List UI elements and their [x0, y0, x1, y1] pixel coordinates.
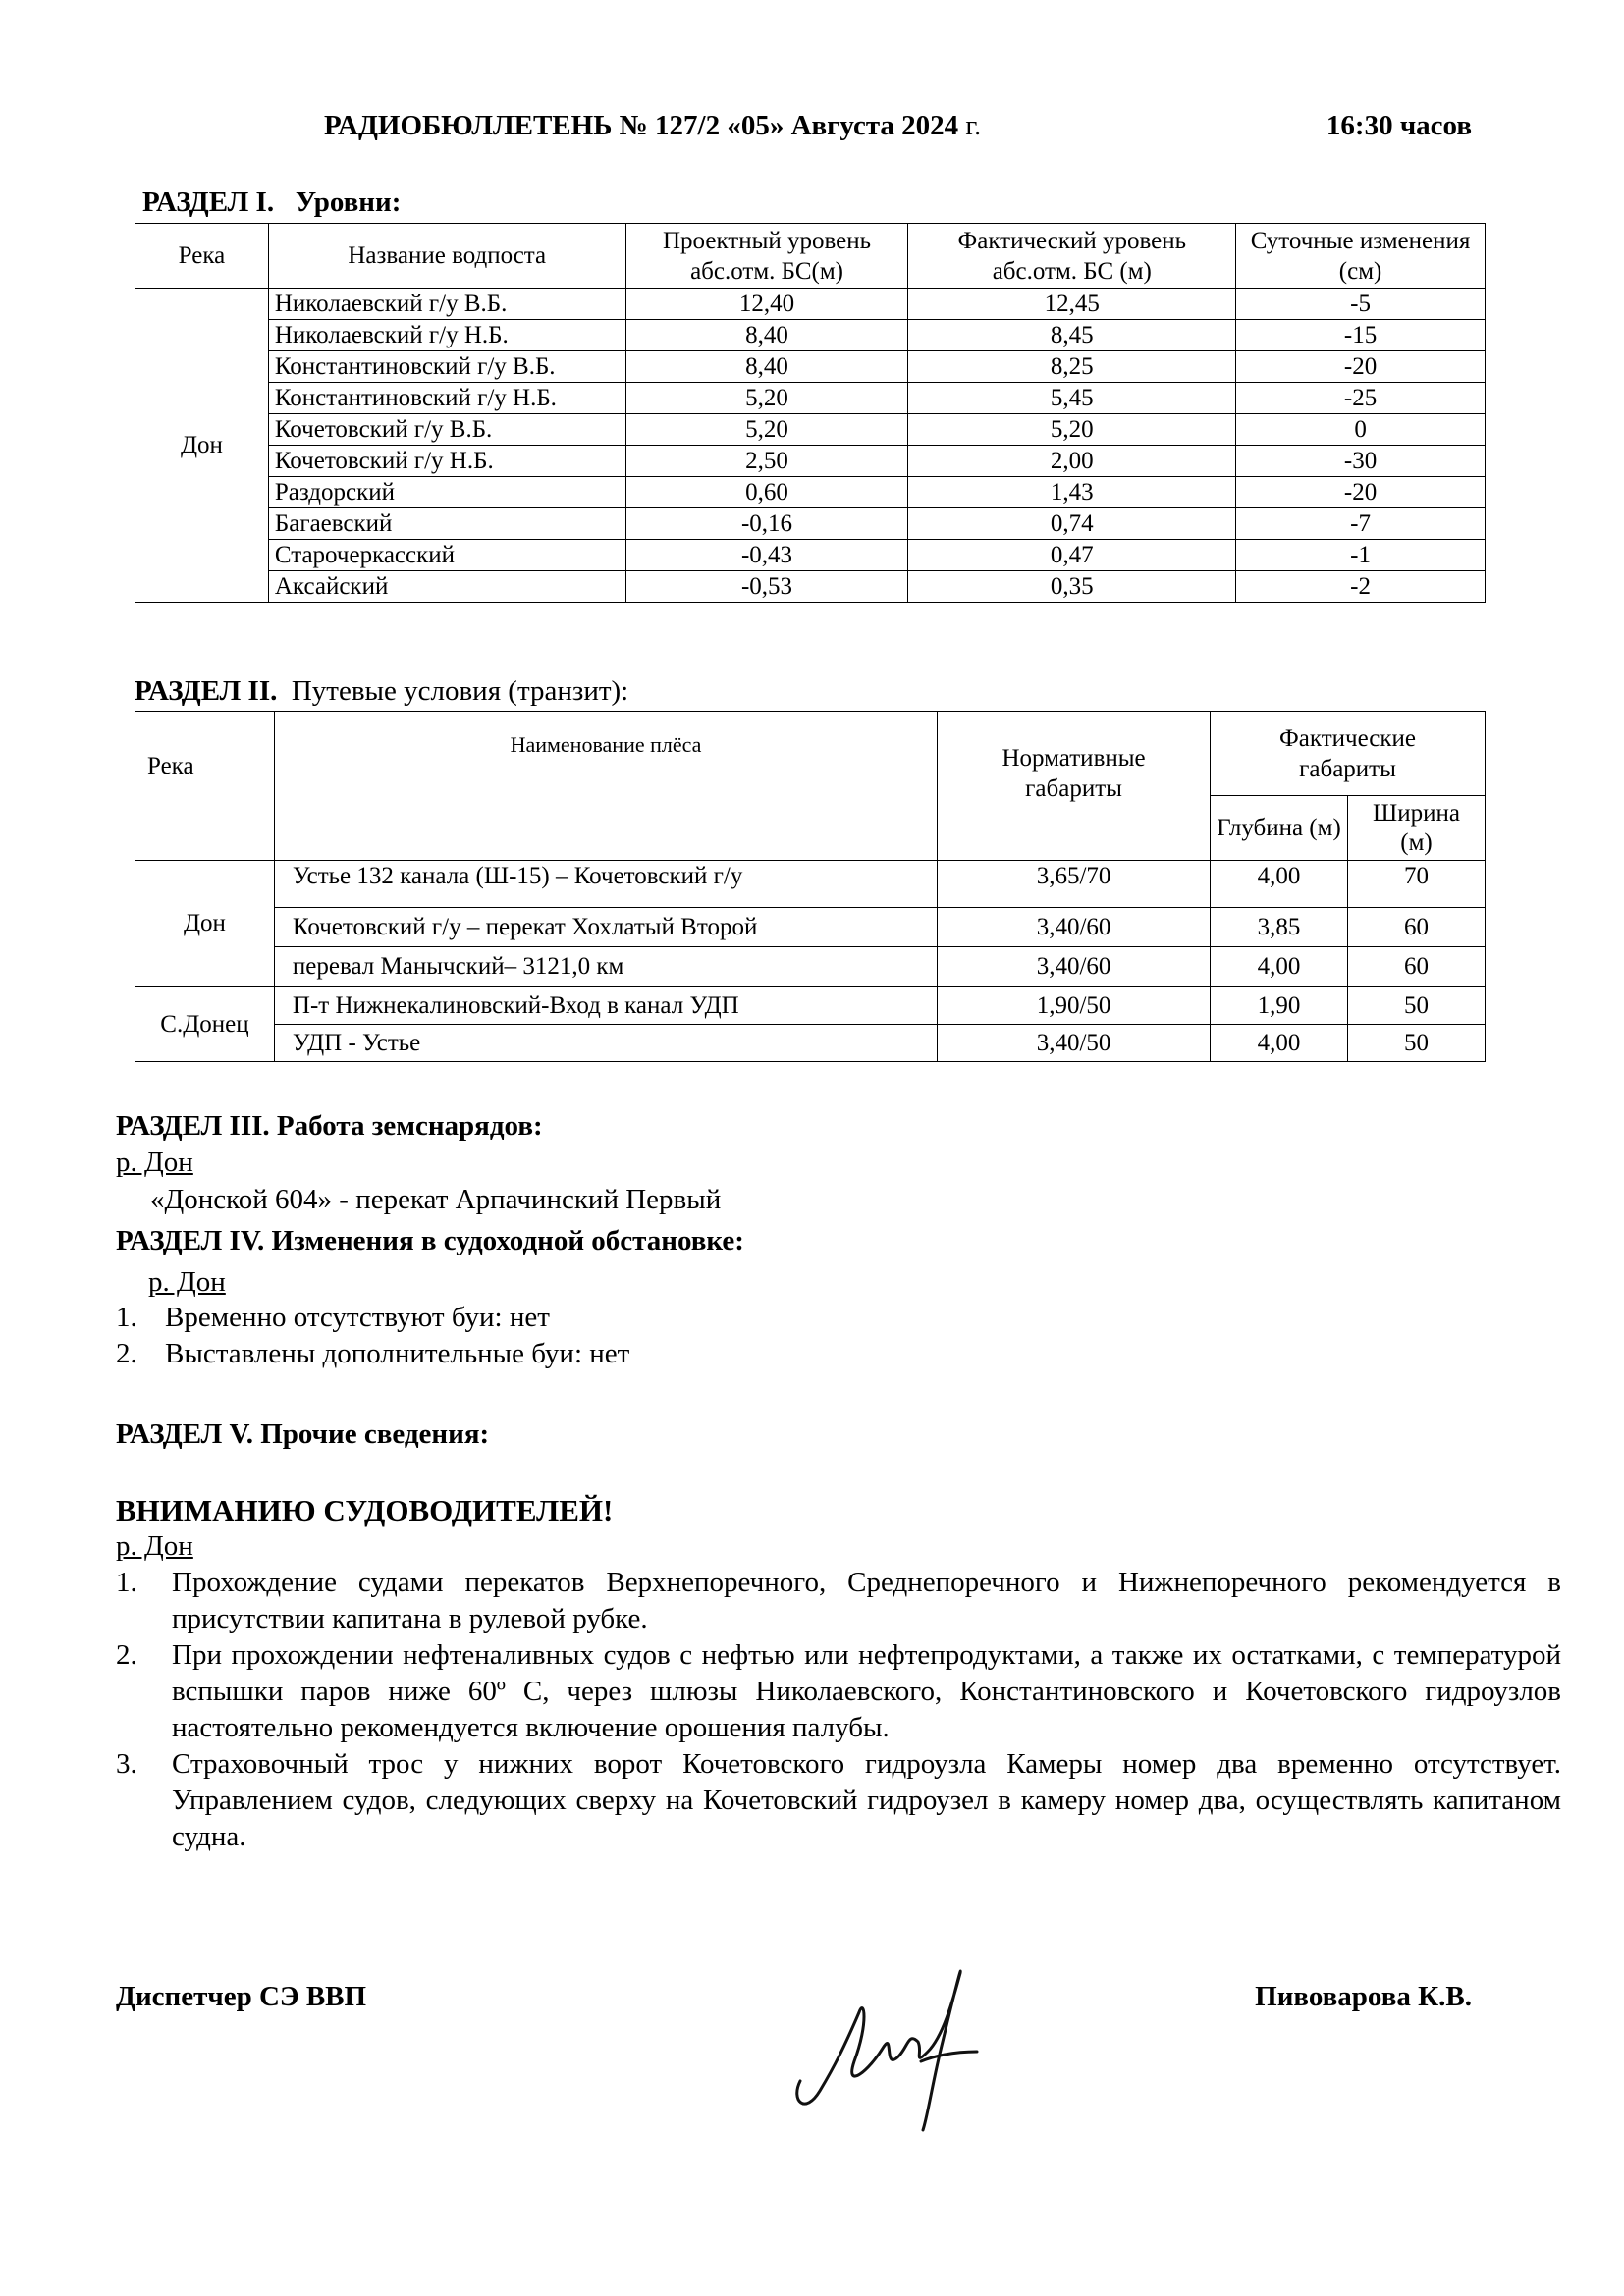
transit-river-cell: Дон — [135, 861, 275, 987]
list-item-text: Выставлены дополнительные буи: нет — [165, 1338, 630, 1369]
table-row — [135, 861, 1486, 908]
transit-col-river: Река — [135, 712, 275, 861]
table-row — [135, 540, 1486, 571]
reach-name: перевал Манычский– 3121,0 км — [274, 947, 937, 987]
actual-level: 1,43 — [908, 477, 1236, 508]
levels-col-river: Река — [135, 224, 269, 289]
daily-change: -1 — [1236, 540, 1486, 571]
design-level: -0,16 — [625, 508, 908, 540]
levels-table — [135, 223, 1486, 603]
section2-heading — [135, 675, 628, 708]
table-row — [135, 383, 1486, 414]
list-item — [116, 1336, 1000, 1372]
station-name: Кочетовский г/у В.Б. — [268, 414, 625, 446]
section3-river: р. Дон — [116, 1147, 193, 1178]
actual-level: 8,45 — [908, 320, 1236, 351]
transit-river-cell: С.Донец — [135, 987, 275, 1062]
reach-name: П-т Нижнекалиновский-Вход в канал УДП — [274, 987, 937, 1025]
list-item — [116, 1300, 1000, 1336]
reach-name: УДП - Устье — [274, 1025, 937, 1062]
table-row — [135, 320, 1486, 351]
daily-change: -25 — [1236, 383, 1486, 414]
actual-depth: 4,00 — [1211, 947, 1348, 987]
actual-level: 5,45 — [908, 383, 1236, 414]
list-item-text: Временно отсутствуют буи: нет — [165, 1302, 550, 1333]
levels-header-row — [135, 224, 1486, 289]
reach-name: Кочетовский г/у – перекат Хохлатый Второй — [274, 908, 937, 947]
section4-river: р. Дон — [148, 1266, 226, 1298]
actual-width: 50 — [1348, 1025, 1486, 1062]
daily-change: -20 — [1236, 351, 1486, 383]
normative-dims: 3,40/60 — [938, 908, 1211, 947]
transit-col-depth: Глубина (м) — [1211, 796, 1348, 861]
section2-label: РАЗДЕЛ II. — [135, 675, 278, 707]
dispatcher-position: Диспетчер СЭ ВВП — [116, 1981, 367, 2012]
list-item-text: При прохождении нефтеналивных судов с нефтью или нефтепродуктами, а также их остатками, с температурой вспышки паров ниже 60º С, через шлюзы Николаевского, Константиновского и Кочетовского гидроузлов настоятельно рекомендуется включение орошения палубы. — [172, 1639, 1561, 1743]
station-name: Аксайский — [268, 571, 625, 603]
list-item-number: 1. — [116, 1567, 137, 1598]
bulletin-title-suffix: г. — [958, 110, 982, 141]
design-level: 8,40 — [625, 320, 908, 351]
list-item-text: Страховочный трос у нижних ворот Кочетовского гидроузла Камеры номер два временно отсутствует. Управлением судов, следующих сверху на Кочетовский гидроузел в камеру номер два, осуществлять капитаном судна. — [172, 1748, 1561, 1852]
list-item — [116, 1565, 1561, 1637]
actual-level: 0,35 — [908, 571, 1236, 603]
station-name: Кочетовский г/у Н.Б. — [268, 446, 625, 477]
section4-title: РАЗДЕЛ IV. Изменения в судоходной обстановке: — [116, 1225, 744, 1256]
dispatcher-name: Пивоварова К.В. — [1255, 1981, 1472, 2012]
actual-width: 60 — [1348, 908, 1486, 947]
table-row — [135, 571, 1486, 603]
actual-level: 2,00 — [908, 446, 1236, 477]
table-row — [135, 446, 1486, 477]
bulletin-title-main: РАДИОБЮЛЛЕТЕНЬ № 127/2 «05» Августа 2024 — [324, 110, 959, 141]
table-row — [135, 508, 1486, 540]
transit-col-reach: Наименование плёса — [274, 712, 937, 861]
design-level: 5,20 — [625, 414, 908, 446]
list-item — [116, 1746, 1561, 1855]
design-level: 2,50 — [625, 446, 908, 477]
attention-list — [116, 1565, 1561, 1855]
list-item — [116, 1637, 1561, 1746]
section4-list — [116, 1300, 1000, 1372]
normative-dims: 3,40/50 — [938, 1025, 1211, 1062]
reach-name: Устье 132 канала (Ш-15) – Кочетовский г/у — [274, 861, 937, 908]
section3-text: «Донской 604» - перекат Арпачинский Первый — [150, 1184, 722, 1215]
table-row — [135, 414, 1486, 446]
design-level: -0,53 — [625, 571, 908, 603]
attention-river: р. Дон — [116, 1530, 193, 1562]
section5-title: РАЗДЕЛ V. Прочие сведения: — [116, 1418, 490, 1450]
station-name: Николаевский г/у В.Б. — [268, 289, 625, 320]
levels-col-name: Название водпоста — [268, 224, 625, 289]
table-row — [135, 947, 1486, 987]
actual-depth: 4,00 — [1211, 861, 1348, 908]
design-level: 12,40 — [625, 289, 908, 320]
daily-change: -20 — [1236, 477, 1486, 508]
actual-depth: 4,00 — [1211, 1025, 1348, 1062]
design-level: 8,40 — [625, 351, 908, 383]
bulletin-title — [324, 110, 981, 142]
daily-change: -7 — [1236, 508, 1486, 540]
station-name: Константиновский г/у В.Б. — [268, 351, 625, 383]
daily-change: -2 — [1236, 571, 1486, 603]
attention-title: ВНИМАНИЮ СУДОВОДИТЕЛЕЙ! — [116, 1493, 614, 1527]
table-row — [135, 477, 1486, 508]
signature-mark — [785, 1953, 1011, 2140]
levels-col-actual: Фактический уровень абс.отм. БС (м) — [908, 224, 1236, 289]
table-row — [135, 908, 1486, 947]
actual-width: 70 — [1348, 861, 1486, 908]
transit-table — [135, 711, 1486, 1062]
section3-title: РАЗДЕЛ III. Работа земснарядов: — [116, 1110, 543, 1142]
station-name: Старочеркасский — [268, 540, 625, 571]
transit-col-actual: Фактические габариты — [1211, 712, 1486, 796]
section1-heading — [142, 187, 401, 219]
design-level: 5,20 — [625, 383, 908, 414]
actual-level: 8,25 — [908, 351, 1236, 383]
normative-dims: 3,65/70 — [938, 861, 1211, 908]
actual-width: 60 — [1348, 947, 1486, 987]
station-name: Багаевский — [268, 508, 625, 540]
transit-col-width: Ширина (м) — [1348, 796, 1486, 861]
list-item-number: 2. — [116, 1639, 137, 1671]
actual-level: 12,45 — [908, 289, 1236, 320]
table-row — [135, 1025, 1486, 1062]
station-name: Николаевский г/у Н.Б. — [268, 320, 625, 351]
design-level: 0,60 — [625, 477, 908, 508]
list-item-number: 2. — [116, 1338, 137, 1369]
daily-change: -15 — [1236, 320, 1486, 351]
section1-label: РАЗДЕЛ I. — [142, 187, 275, 218]
bulletin-time: 16:30 часов — [1326, 110, 1472, 141]
design-level: -0,43 — [625, 540, 908, 571]
actual-width: 50 — [1348, 987, 1486, 1025]
daily-change: -30 — [1236, 446, 1486, 477]
levels-col-design: Проектный уровень абс.отм. БС(м) — [625, 224, 908, 289]
list-item-number: 1. — [116, 1302, 137, 1333]
list-item-text: Прохождение судами перекатов Верхнепоречного, Среднепоречного и Нижнепоречного рекомендуется в присутствии капитана в рулевой рубке. — [172, 1567, 1561, 1634]
section1-title: Уровни: — [295, 187, 402, 218]
station-name: Константиновский г/у Н.Б. — [268, 383, 625, 414]
section2-title: Путевые условия (транзит): — [291, 675, 629, 707]
transit-col-normative: Нормативные габариты — [938, 712, 1211, 861]
actual-level: 0,47 — [908, 540, 1236, 571]
actual-depth: 1,90 — [1211, 987, 1348, 1025]
station-name: Раздорский — [268, 477, 625, 508]
levels-river-cell: Дон — [135, 289, 269, 603]
actual-level: 5,20 — [908, 414, 1236, 446]
table-row — [135, 351, 1486, 383]
transit-header-row-1 — [135, 712, 1486, 796]
daily-change: -5 — [1236, 289, 1486, 320]
normative-dims: 3,40/60 — [938, 947, 1211, 987]
levels-col-change: Суточные изменения (см) — [1236, 224, 1486, 289]
daily-change: 0 — [1236, 414, 1486, 446]
table-row — [135, 987, 1486, 1025]
actual-level: 0,74 — [908, 508, 1236, 540]
actual-depth: 3,85 — [1211, 908, 1348, 947]
normative-dims: 1,90/50 — [938, 987, 1211, 1025]
list-item-number: 3. — [116, 1748, 137, 1780]
table-row — [135, 289, 1486, 320]
